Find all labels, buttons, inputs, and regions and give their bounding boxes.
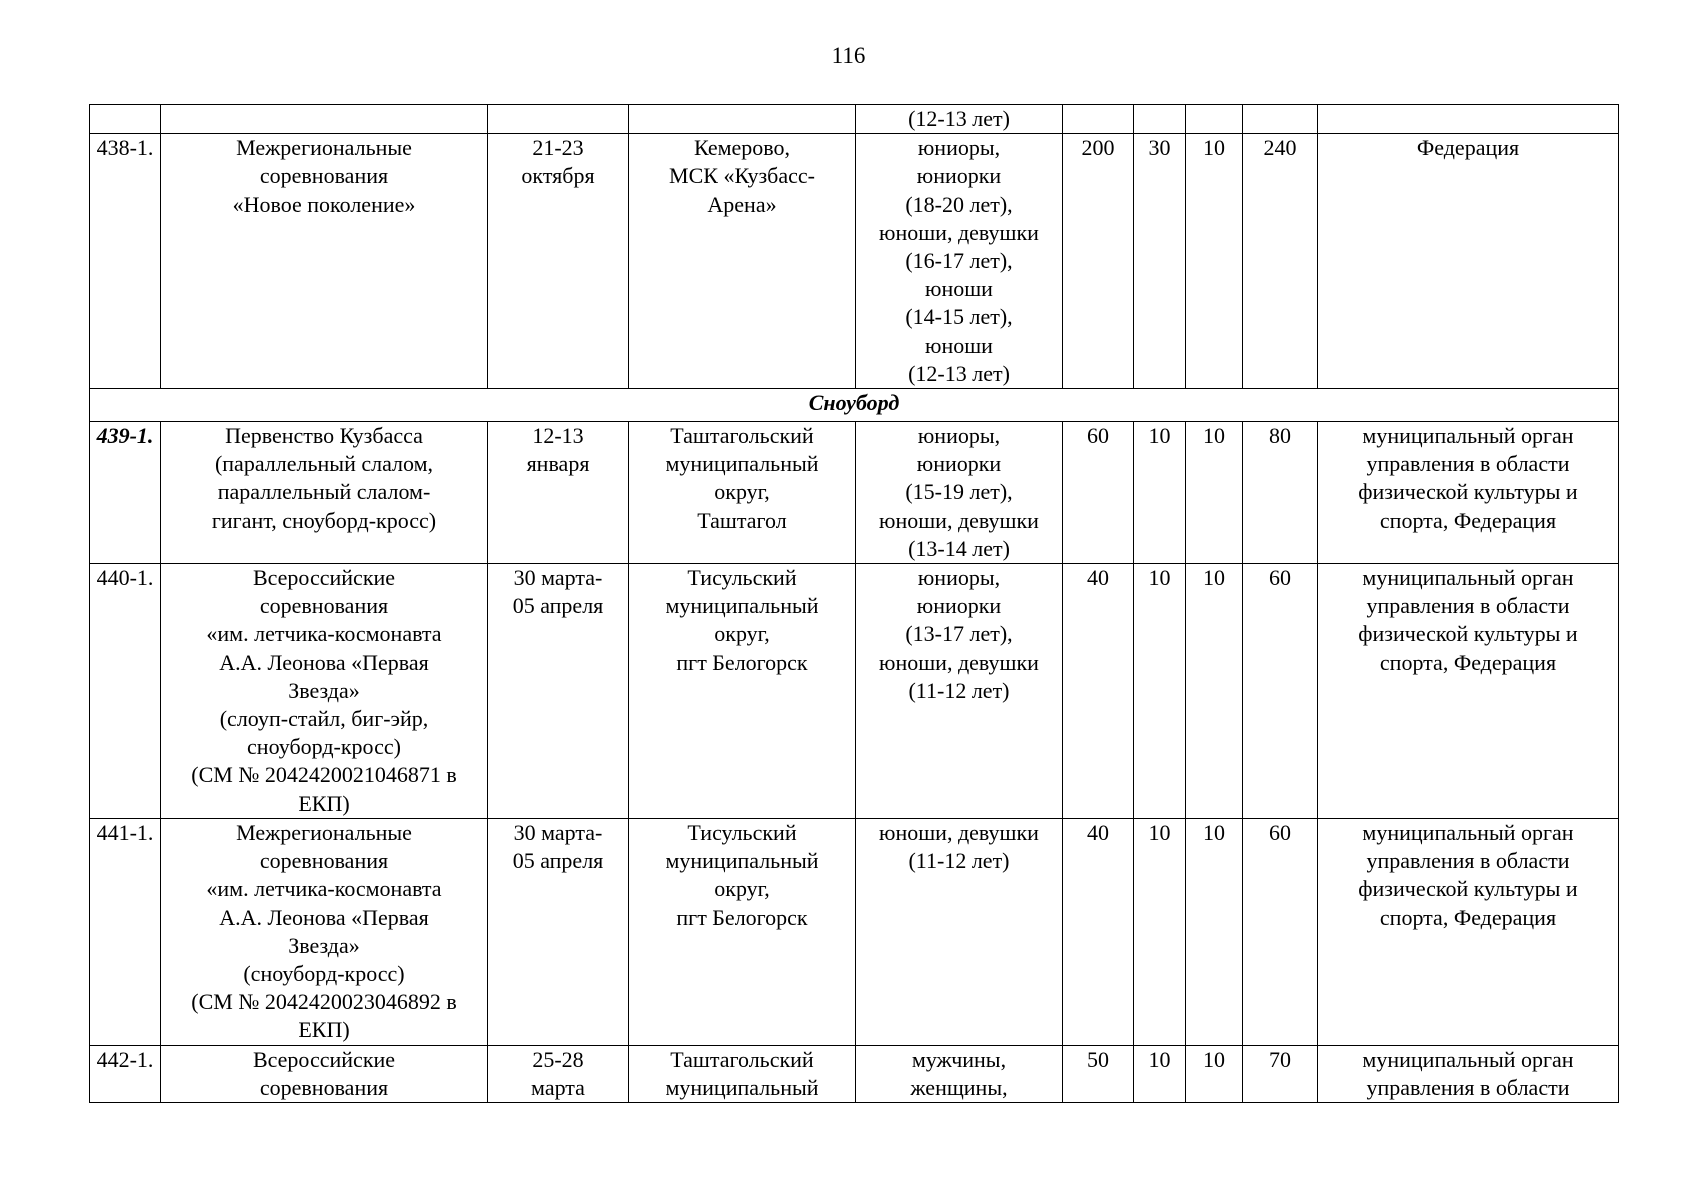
cell-participants-line: женщины,	[910, 1075, 1008, 1101]
cell-organizer-line: муниципальный орган	[1362, 423, 1574, 449]
cell-n3: 10	[1186, 564, 1243, 819]
cell-name-line: «Новое поколение»	[232, 191, 416, 217]
cell-organizer-line: управления в области	[1366, 451, 1570, 477]
cell-n1: 200	[1063, 134, 1134, 389]
cell-organizer-line: муниципальный орган	[1362, 1047, 1574, 1073]
cell-participants-line: юноши, девушки	[879, 649, 1039, 675]
cell-n3: 10	[1186, 134, 1243, 389]
cell-n2: 10	[1134, 422, 1186, 564]
cell-n4: 240	[1243, 134, 1318, 389]
cell-n4: 70	[1243, 1046, 1318, 1103]
cell-organizer-line: Федерация	[1416, 135, 1520, 161]
cell-name-line: «им. летчика-космонавта	[206, 876, 442, 902]
cell-id: 438-1.	[90, 134, 161, 389]
cell-organizer-line: муниципальный орган	[1362, 820, 1574, 846]
cell-organizer-line: физической культуры и	[1358, 621, 1578, 647]
cell-place	[629, 422, 856, 564]
cell-name-line: (сноуборд-кросс)	[243, 961, 405, 987]
cell-participants-line: юноши, девушки	[879, 219, 1039, 245]
cell-name-line: Звезда»	[288, 677, 360, 703]
cell-id: 439-1.	[90, 422, 161, 564]
cell-name-line: ЕКП)	[298, 1017, 350, 1043]
cell-n4: 60	[1243, 564, 1318, 819]
cell-participants-line: (11-12 лет)	[908, 848, 1010, 874]
section-title: Сноуборд	[90, 389, 1619, 422]
cell-place	[629, 1046, 856, 1103]
cell-n2: 30	[1134, 134, 1186, 389]
cell-dates-line: 25-28	[532, 1047, 584, 1073]
cell-participants-line: юниоры,	[917, 423, 1001, 449]
cell-dates-line: октября	[521, 163, 595, 189]
cell-name-line: соревнования	[259, 848, 389, 874]
cell-dates-line: 12-13	[532, 423, 584, 449]
cell-organizer	[1318, 564, 1619, 819]
table-row	[90, 1046, 1619, 1103]
cell-organizer	[1318, 105, 1619, 134]
cell-name-line: гигант, сноуборд-кросс)	[211, 507, 437, 533]
cell-id	[90, 105, 161, 134]
cell-n3: 10	[1186, 422, 1243, 564]
cell-participants-line: юниорки	[916, 451, 1002, 477]
cell-participants-line: (16-17 лет),	[905, 248, 1013, 274]
cell-dates	[488, 564, 629, 819]
cell-name-line: (параллельный слалом,	[214, 451, 434, 477]
cell-participants-line: (12-13 лет)	[908, 360, 1010, 386]
cell-dates-line: 05 апреля	[512, 593, 604, 619]
cell-n4: 60	[1243, 819, 1318, 1046]
table-row	[90, 819, 1619, 1046]
cell-participants-line: (11-12 лет)	[908, 677, 1010, 703]
cell-place-line: округ,	[714, 876, 770, 902]
cell-dates	[488, 134, 629, 389]
cell-participants-line: юноши	[925, 276, 993, 302]
cell-n2: 10	[1134, 1046, 1186, 1103]
cell-organizer-line: спорта, Федерация	[1379, 904, 1557, 930]
cell-place-line: Арена»	[707, 191, 777, 217]
cell-name-line: (слоуп-стайл, биг-эйр,	[219, 706, 429, 732]
cell-place	[629, 564, 856, 819]
cell-id: 442-1.	[90, 1046, 161, 1103]
cell-participants	[856, 134, 1063, 389]
table-row	[90, 422, 1619, 564]
cell-n1: 60	[1063, 422, 1134, 564]
cell-organizer-line: физической культуры и	[1358, 479, 1578, 505]
cell-name	[161, 422, 488, 564]
cell-name-line: Первенство Кузбасса	[225, 423, 423, 449]
cell-name-line: (СМ № 2042420023046892 в	[191, 989, 457, 1015]
cell-n3: 10	[1186, 819, 1243, 1046]
cell-participants-line: (15-19 лет),	[905, 479, 1013, 505]
cell-n4: 80	[1243, 422, 1318, 564]
cell-n2: 10	[1134, 564, 1186, 819]
cell-name	[161, 819, 488, 1046]
cell-place-line: МСК «Кузбасс-	[669, 163, 815, 189]
cell-dates-line: января	[526, 451, 590, 477]
cell-participants-line: (13-17 лет),	[905, 621, 1013, 647]
continuation-row	[90, 105, 1619, 134]
cell-name	[161, 105, 488, 134]
cell-name-line: А.А. Леонова «Первая	[219, 649, 429, 675]
cell-organizer-line: спорта, Федерация	[1379, 507, 1557, 533]
cell-name-line: Всероссийские	[252, 565, 396, 591]
cell-participants-line: мужчины,	[911, 1047, 1007, 1073]
cell-place	[629, 819, 856, 1046]
cell-name-line: «им. летчика-космонавта	[206, 621, 442, 647]
cell-dates-line: 05 апреля	[512, 848, 604, 874]
cell-id: 440-1.	[90, 564, 161, 819]
cell-dates	[488, 819, 629, 1046]
events-table	[89, 104, 1619, 1103]
section-row	[90, 389, 1619, 422]
cell-n1	[1063, 105, 1134, 134]
cell-id: 441-1.	[90, 819, 161, 1046]
cell-name-line: Межрегиональные	[236, 820, 412, 846]
cell-participants	[856, 564, 1063, 819]
cell-n3: 10	[1186, 1046, 1243, 1103]
cell-name-line: Всероссийские	[252, 1047, 396, 1073]
table-row	[90, 564, 1619, 819]
cell-n3	[1186, 105, 1243, 134]
cell-organizer	[1318, 1046, 1619, 1103]
cell-name-line: (СМ № 2042420021046871 в	[191, 762, 457, 788]
cell-organizer-line: физической культуры и	[1358, 876, 1578, 902]
cell-dates	[488, 105, 629, 134]
cell-organizer	[1318, 422, 1619, 564]
cell-organizer-line: управления в области	[1366, 1075, 1570, 1101]
cell-participants-line: юноши, девушки	[879, 820, 1039, 846]
cell-participants: (12-13 лет)	[856, 105, 1063, 134]
cell-participants-line: (18-20 лет),	[905, 191, 1013, 217]
cell-participants-line: юниоры,	[917, 135, 1001, 161]
cell-place-line: пгт Белогорск	[676, 904, 808, 930]
cell-organizer-line: муниципальный орган	[1362, 565, 1574, 591]
cell-name-line: соревнования	[259, 1075, 389, 1101]
cell-place-line: Таштагол	[697, 507, 787, 533]
cell-place-line: пгт Белогорск	[676, 649, 808, 675]
cell-place-line: Таштагольский	[670, 1047, 814, 1073]
cell-organizer-line: спорта, Федерация	[1379, 649, 1557, 675]
cell-participants-line: юниоры,	[917, 565, 1001, 591]
cell-organizer-line: управления в области	[1366, 593, 1570, 619]
cell-place-line: Тисульский	[687, 565, 797, 591]
cell-participants-line: юноши	[925, 332, 993, 358]
cell-n2	[1134, 105, 1186, 134]
cell-organizer	[1318, 134, 1619, 389]
cell-place-line: муниципальный	[665, 1075, 819, 1101]
cell-name-line: А.А. Леонова «Первая	[219, 904, 429, 930]
cell-name	[161, 1046, 488, 1103]
table-row	[90, 134, 1619, 389]
cell-participants	[856, 422, 1063, 564]
cell-place	[629, 134, 856, 389]
cell-place-line: Таштагольский	[670, 423, 814, 449]
cell-name	[161, 134, 488, 389]
cell-place-line: Кемерово,	[693, 135, 791, 161]
cell-organizer-line: управления в области	[1366, 848, 1570, 874]
cell-participants-line: юниорки	[916, 593, 1002, 619]
cell-place-line: муниципальный	[665, 593, 819, 619]
cell-dates-line: марта	[531, 1075, 585, 1101]
cell-dates-line: 30 марта-	[513, 565, 603, 591]
cell-participants	[856, 1046, 1063, 1103]
cell-participants	[856, 819, 1063, 1046]
cell-dates	[488, 422, 629, 564]
cell-n2: 10	[1134, 819, 1186, 1046]
page-number: 116	[831, 43, 866, 68]
cell-name-line: ЕКП)	[298, 790, 350, 816]
cell-place-line: округ,	[714, 621, 770, 647]
cell-organizer	[1318, 819, 1619, 1046]
cell-n1: 40	[1063, 819, 1134, 1046]
cell-name-line: сноуборд-кросс)	[247, 734, 401, 760]
cell-place-line: Тисульский	[687, 820, 797, 846]
cell-participants-line: юноши, девушки	[879, 507, 1039, 533]
cell-n1: 40	[1063, 564, 1134, 819]
cell-n4	[1243, 105, 1318, 134]
cell-participants-line: (14-15 лет),	[905, 304, 1013, 330]
cell-name-line: соревнования	[259, 163, 389, 189]
cell-dates-line: 21-23	[532, 135, 584, 161]
cell-name-line: Звезда»	[288, 932, 360, 958]
cell-n1: 50	[1063, 1046, 1134, 1103]
cell-participants-line: юниорки	[916, 163, 1002, 189]
cell-place-line: округ,	[714, 479, 770, 505]
cell-dates	[488, 1046, 629, 1103]
cell-place-line: муниципальный	[665, 848, 819, 874]
cell-name-line: Межрегиональные	[236, 135, 412, 161]
cell-name-line: параллельный слалом-	[217, 479, 431, 505]
cell-name	[161, 564, 488, 819]
cell-dates-line: 30 марта-	[513, 820, 603, 846]
cell-place-line: муниципальный	[665, 451, 819, 477]
cell-name-line: соревнования	[259, 593, 389, 619]
cell-place	[629, 105, 856, 134]
cell-participants-line: (13-14 лет)	[908, 535, 1010, 561]
